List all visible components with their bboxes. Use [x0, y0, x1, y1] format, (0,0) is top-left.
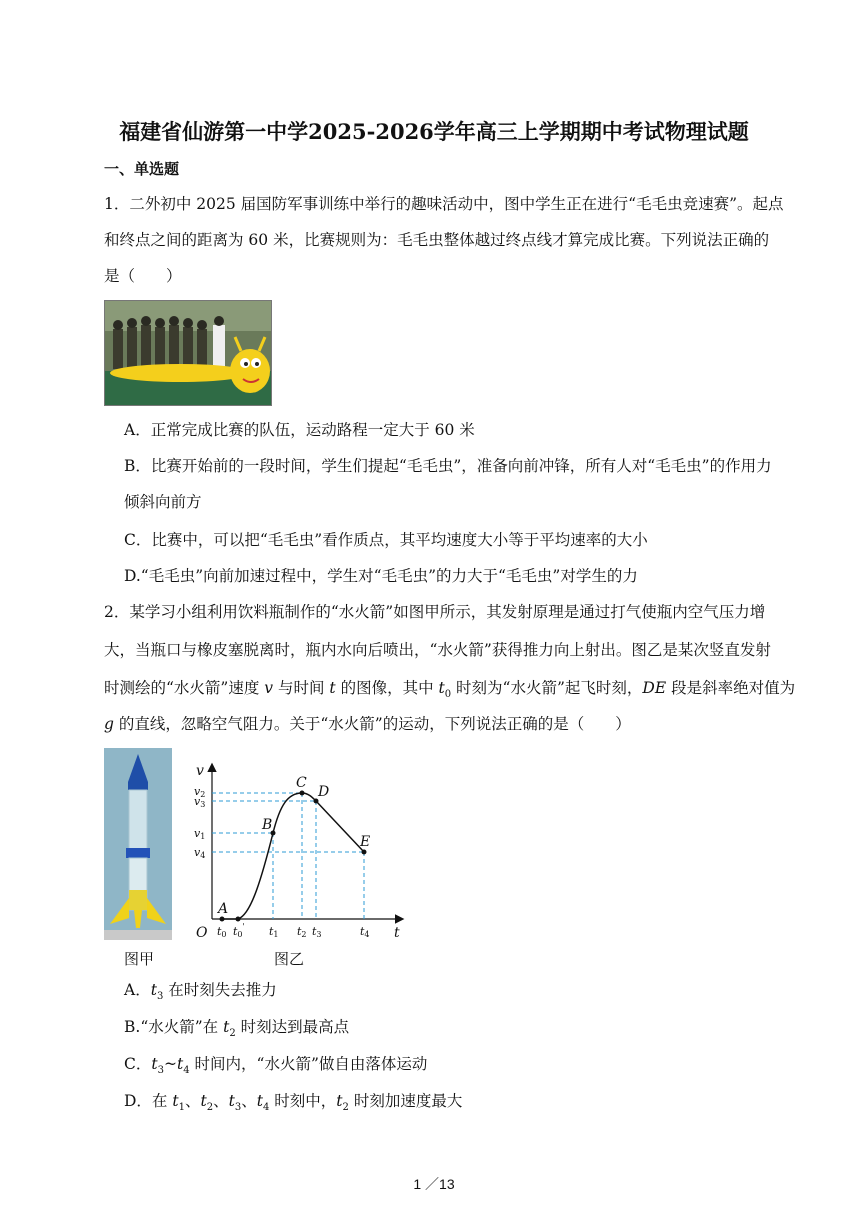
- point-b-label: B: [262, 817, 273, 833]
- q1-option-c[interactable]: C．比赛中，可以把“毛毛虫”看作质点，其平均速度大小等于平均速率的大小: [124, 531, 648, 549]
- q2-option-b[interactable]: B.“水火箭”在 $t_2$ 时刻达到最高点: [124, 1018, 350, 1040]
- q1-line1: 1．二外初中 2025 届国防军事训练中举行的趣味活动中，图中学生正在进行“毛毛虫竞速赛”。起点: [104, 195, 784, 213]
- graph-points: [220, 791, 367, 922]
- page-title: 福建省仙游第一中学2025-2026学年高三上学期期中考试物理试题: [119, 119, 749, 144]
- t-tick-labels: [217, 922, 370, 939]
- point-d-label: D: [318, 784, 330, 800]
- page-number: 1 ／13: [413, 1176, 455, 1192]
- q2-line2: 大，当瓶口与橡皮塞脱离时，瓶内水向后喷出，“水火箭”获得推力向上射出。图乙是某次竖直发射: [104, 641, 771, 659]
- q2-line1: 2．某学习小组利用饮料瓶制作的“水火箭”如图甲所示，其发射原理是通过打气使瓶内空气压力增: [104, 603, 766, 621]
- velocity-time-graph: [188, 755, 410, 945]
- svg-text:v2: v2: [194, 785, 206, 799]
- t-axis-label: t: [394, 925, 400, 941]
- svg-text:v1: v1: [194, 827, 206, 841]
- svg-text:t1: t1: [269, 925, 279, 939]
- svg-text:t3: t3: [312, 925, 322, 939]
- origin-label: O: [196, 925, 208, 941]
- v-axis-label: v: [196, 763, 204, 779]
- q2-option-c[interactable]: C．$t_3\sim t_4$ 时间内，“水火箭”做自由落体运动: [124, 1055, 428, 1077]
- water-rocket-photo: [104, 748, 172, 940]
- svg-text:t2: t2: [297, 925, 307, 939]
- svg-text:t0: t0: [217, 925, 227, 939]
- v-tick-labels: [194, 785, 205, 860]
- svg-text:v3: v3: [194, 795, 206, 809]
- q1-line2: 和终点之间的距离为 60 米，比赛规则为：毛毛虫整体越过终点线才算完成比赛。下列说法正确的: [104, 231, 770, 249]
- svg-text:v4: v4: [194, 846, 206, 860]
- q1-option-d[interactable]: D.“毛毛虫”向前加速过程中，学生对“毛毛虫”的力大于“毛毛虫”对学生的力: [124, 567, 638, 585]
- svg-text:t4: t4: [360, 925, 370, 939]
- guide-lines: [212, 793, 364, 919]
- svg-text:t0': t0': [233, 922, 245, 939]
- q1-option-b-cont: 倾斜向前方: [124, 493, 202, 511]
- point-e-label: E: [360, 834, 371, 850]
- q1-option-b[interactable]: B．比赛开始前的一段时间，学生们提起“毛毛虫”，准备向前冲锋，所有人对“毛毛虫”的作用力: [124, 457, 772, 475]
- caption-figure-jia: 图甲: [124, 950, 155, 968]
- section-heading: 一、单选题: [104, 160, 180, 178]
- point-c-label: C: [296, 775, 307, 791]
- point-a-label: A: [218, 901, 229, 917]
- q1-option-a[interactable]: A．正常完成比赛的队伍，运动路程一定大于 60 米: [124, 421, 475, 439]
- caption-figure-yi: 图乙: [274, 950, 305, 968]
- q2-line3: 时测绘的“水火箭”速度 v 与时间 t 的图像，其中 $t_0$ 时刻为“水火箭”起飞时刻，DE 段是斜率绝对值为: [104, 679, 796, 701]
- velocity-curve: [222, 793, 364, 919]
- q2-option-a[interactable]: A．$t_3$ 在时刻失去推力: [124, 981, 277, 1003]
- q2-line4: g 的直线，忽略空气阻力。关于“水火箭”的运动，下列说法正确的是（ ）: [104, 715, 631, 733]
- caterpillar-race-photo: [104, 300, 272, 406]
- q1-line3: 是（ ）: [104, 267, 182, 285]
- q2-option-d[interactable]: D．在 $t_1$、$t_2$、$t_3$、$t_4$ 时刻中，$t_2$ 时刻加速度最大: [124, 1092, 463, 1114]
